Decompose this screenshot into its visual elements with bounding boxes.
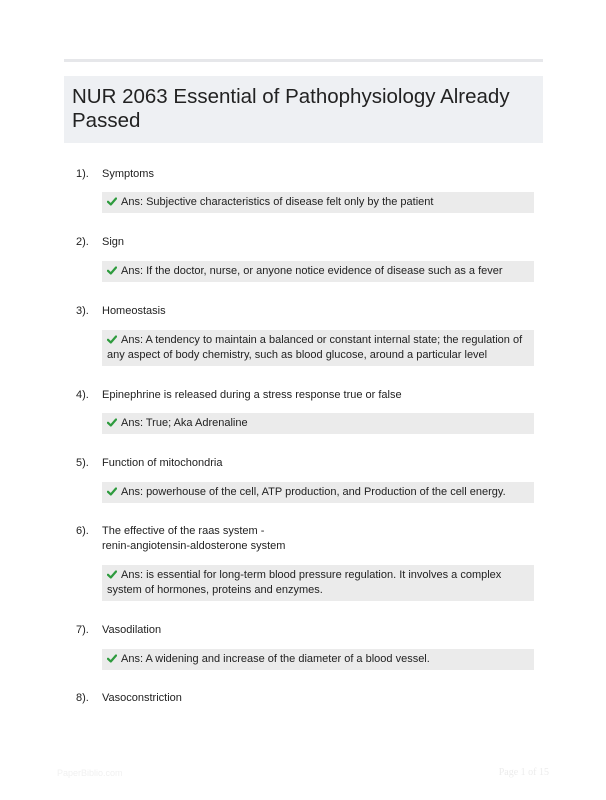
answer-text: Ans: Subjective characteristics of disease felt only by the patient bbox=[121, 196, 434, 208]
question-text: Vasodilation bbox=[102, 624, 162, 636]
document-title: NUR 2063 Essential of Pathophysiology Already Passed bbox=[72, 85, 510, 132]
check-icon bbox=[107, 197, 117, 206]
question-text: Symptoms bbox=[102, 168, 154, 180]
question-text: The effective of the raas system - renin-angiotensin-aldosterone system bbox=[102, 525, 286, 552]
question-number: 5). bbox=[76, 457, 89, 469]
check-icon bbox=[107, 570, 117, 579]
footer-page-number: Page 1 of 15 bbox=[498, 767, 549, 778]
top-divider bbox=[64, 59, 543, 62]
question-number: 8). bbox=[76, 692, 89, 704]
title-banner bbox=[64, 76, 543, 143]
check-icon bbox=[107, 654, 117, 663]
question-number: 6). bbox=[76, 525, 89, 537]
question-text: Sign bbox=[102, 236, 125, 248]
footer-site: PaperBiblio.com bbox=[57, 768, 123, 778]
question-number: 4). bbox=[76, 389, 89, 401]
question-text: Homeostasis bbox=[102, 305, 166, 317]
answer-box bbox=[102, 413, 534, 434]
answer-text: Ans: A widening and increase of the diameter of a blood vessel. bbox=[121, 653, 430, 665]
answer-box bbox=[102, 565, 534, 601]
check-icon bbox=[107, 418, 117, 427]
answer-text: Ans: If the doctor, nurse, or anyone notice evidence of disease such as a fever bbox=[121, 265, 503, 277]
question-text: Function of mitochondria bbox=[102, 457, 223, 469]
answer-box bbox=[102, 261, 534, 282]
question-number: 3). bbox=[76, 305, 89, 317]
question-number: 7). bbox=[76, 624, 89, 636]
check-icon bbox=[107, 487, 117, 496]
question-number: 1). bbox=[76, 168, 89, 180]
question-number: 2). bbox=[76, 236, 89, 248]
answer-text: Ans: True; Aka Adrenaline bbox=[121, 417, 248, 429]
question-text: Vasoconstriction bbox=[102, 692, 182, 704]
answer-box bbox=[102, 649, 534, 670]
answer-box bbox=[102, 192, 534, 213]
answer-text: Ans: A tendency to maintain a balanced or constant internal state; the regulation of any aspect of body chemistry, such as blood glucose, around a particular level bbox=[107, 334, 523, 361]
question-text: Epinephrine is released during a stress response true or false bbox=[102, 389, 402, 401]
answer-box bbox=[102, 482, 534, 503]
check-icon bbox=[107, 266, 117, 275]
answer-box bbox=[102, 330, 534, 366]
answer-text: Ans: powerhouse of the cell, ATP production, and Production of the cell energy. bbox=[121, 486, 506, 498]
check-icon bbox=[107, 335, 117, 344]
answer-text: Ans: is essential for long-term blood pressure regulation. It involves a complex system of hormones, proteins and enzymes. bbox=[107, 569, 502, 596]
